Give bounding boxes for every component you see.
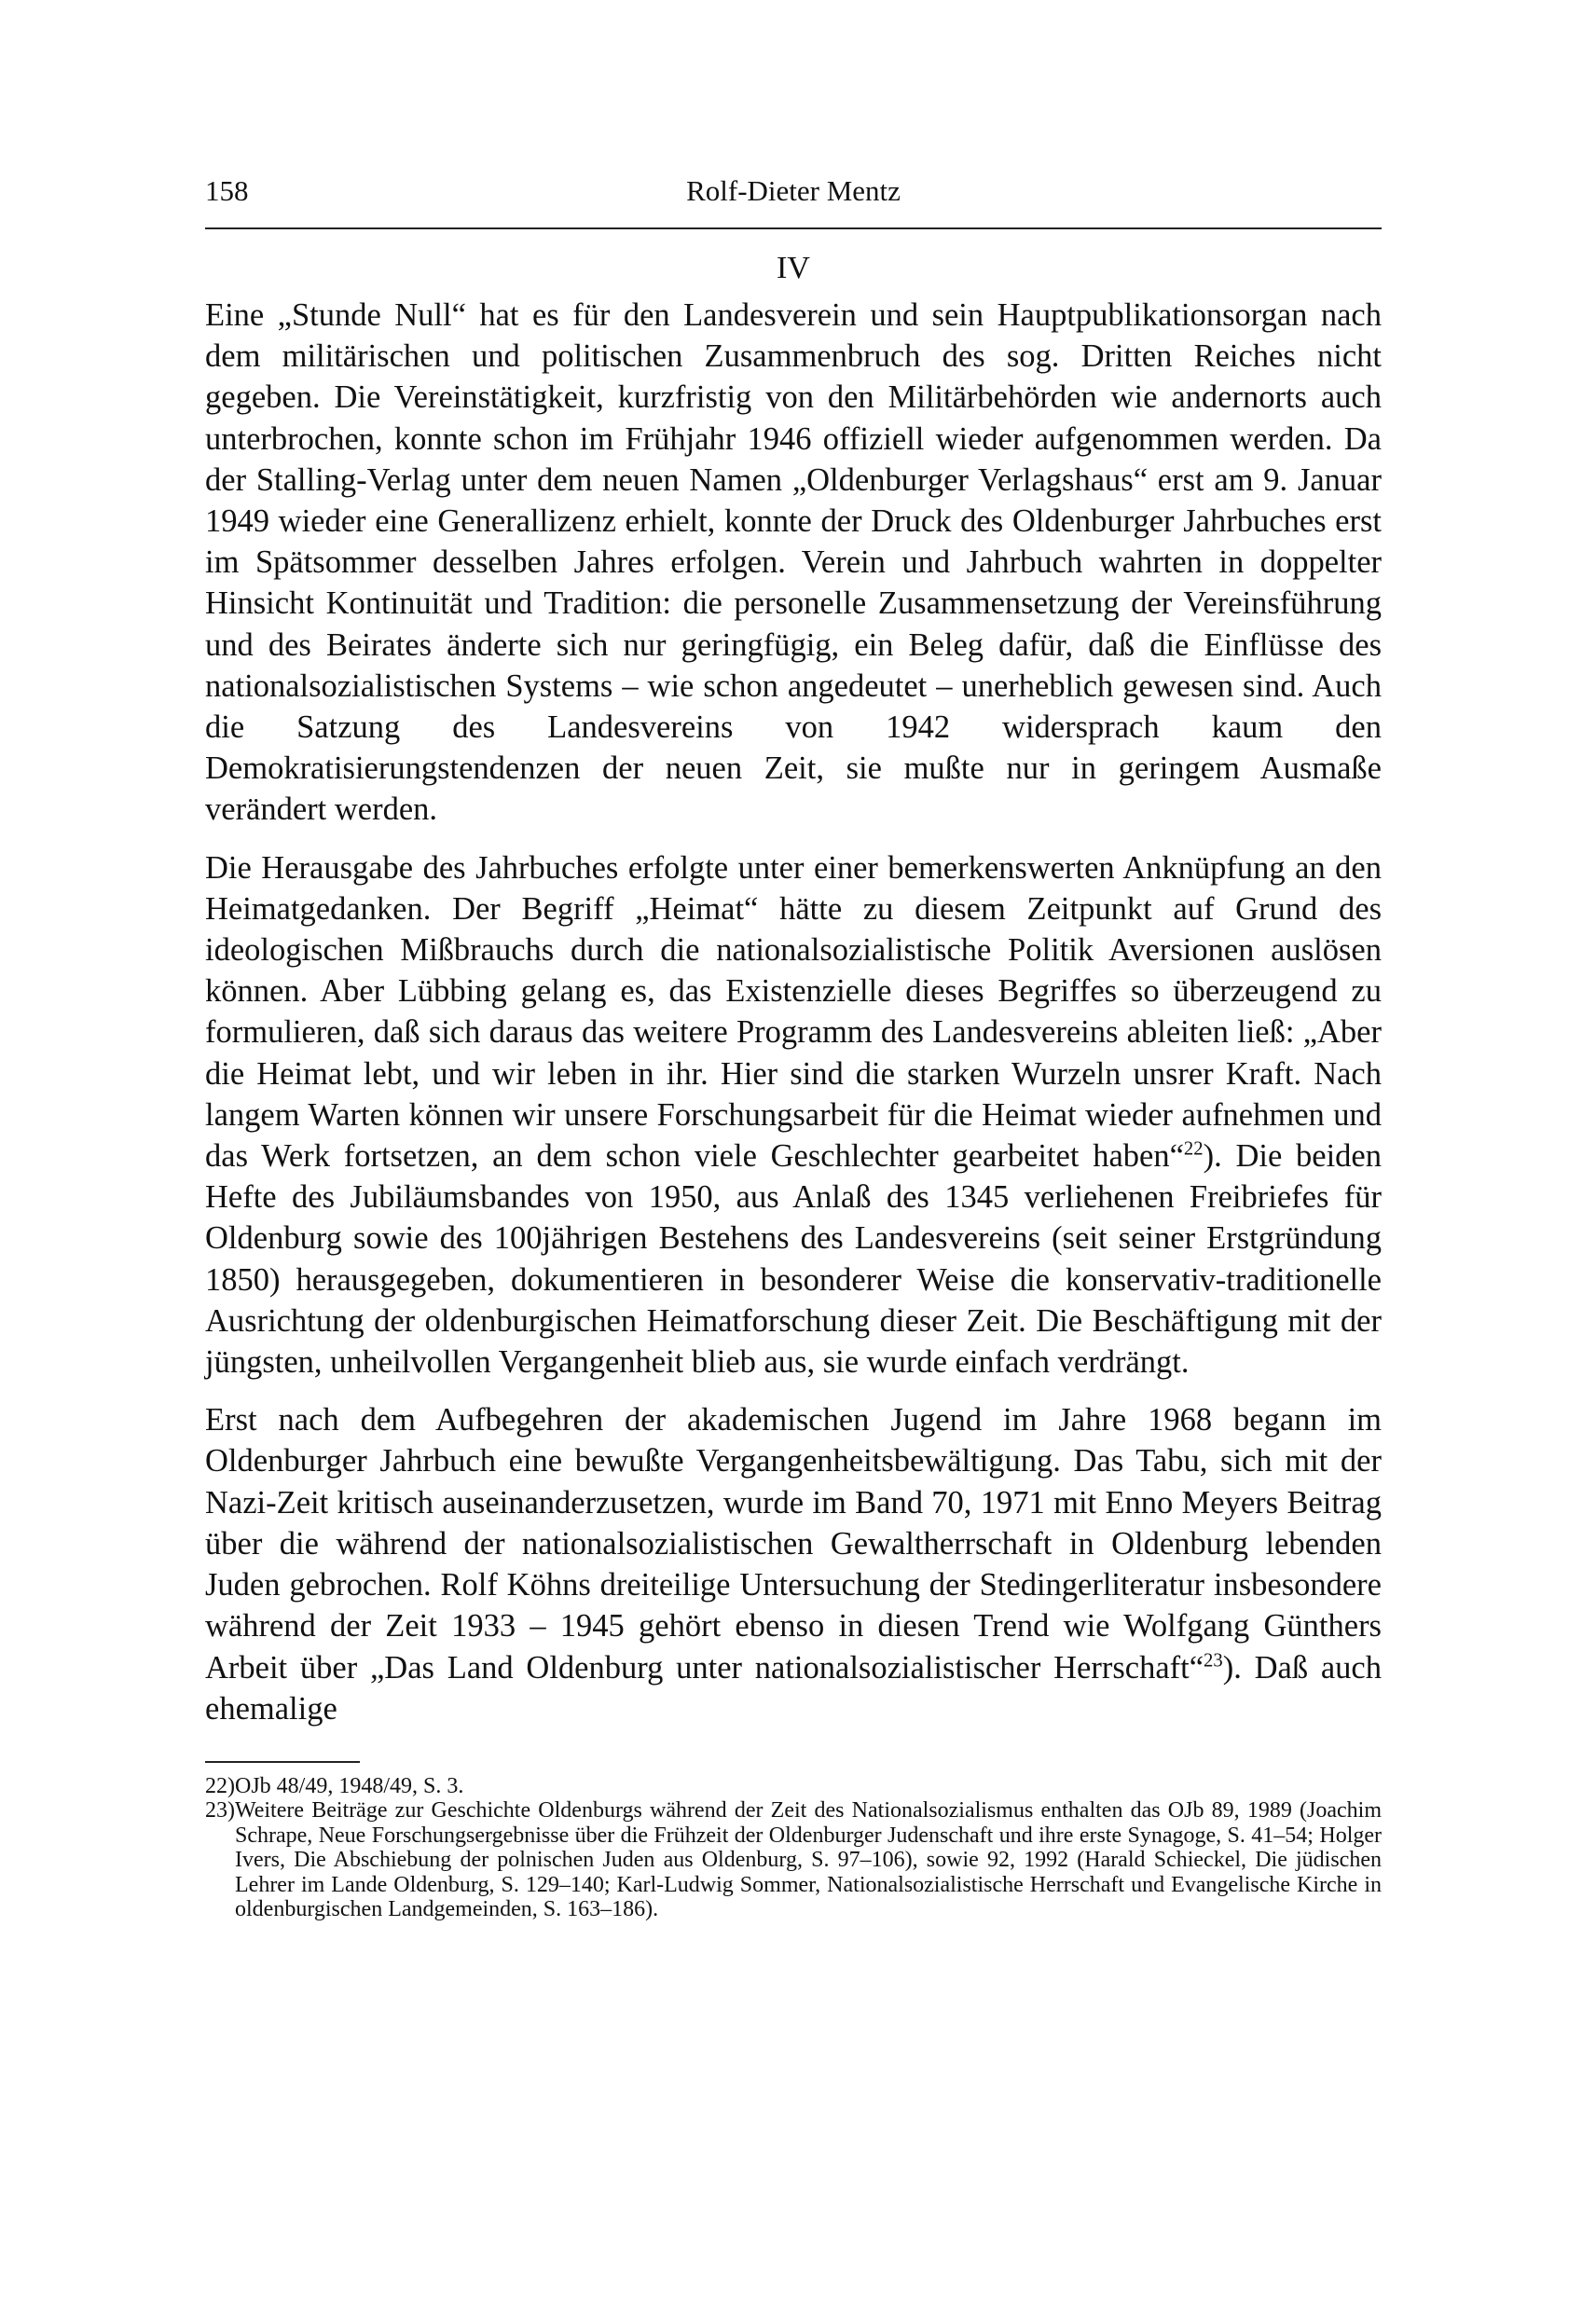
body-text [205,295,1382,1729]
footnote-number: 22) [205,1773,235,1798]
footnote-text: OJb 48/49, 1948/49, S. 3. [235,1773,464,1798]
footnote-number: 23) [205,1798,235,1823]
running-header [205,168,1382,214]
footnote-23 [205,1798,1382,1922]
document-page [205,168,1382,1922]
paragraph-3 [205,1399,1382,1729]
footnote-text: Weitere Beiträge zur Geschichte Oldenburgs während der Zeit des Nationalsozialismus enthalten das OJb 89, 1989 (Joachim Schrape, Neue Forschungsergebnisse über die Frühzeit der Oldenburger Judenschaft und ihre erste Synagoge, S. 41–54; Holger Ivers, Die Abschiebung der polnischen Juden aus Oldenburg, S. 97–106), sowie 92, 1992 (Harald Schieckel, Die jüdischen Lehrer im Lande Oldenburg, S. 129–140; Karl-Ludwig Sommer, Nationalsozialistische Herrschaft und Evangelische Kirche in oldenburgischen Landgemeinden, S. 163–186). [235,1798,1382,1922]
footnotes [205,1774,1382,1922]
paragraph-3-part-1: Erst nach dem Aufbegehren der akademischen Jugend im Jahre 1968 begann im Oldenburger Jahrbuch eine bewußte Vergangenheitsbewältigung. Das Tabu, sich mit der Nazi-Zeit kritisch auseinanderzusetzen, wurde im Band 70, 1971 mit Enno Meyers Beitrag über die während der nationalsozialistischen Gewaltherrschaft in Oldenburg lebenden Juden gebrochen. Rolf Köhns dreiteilige Untersuchung der Stedingerliteratur insbesondere während der Zeit 1933 – 1945 gehört ebenso in diesen Trend wie Wolfgang Günthers Arbeit über „Das Land Oldenburg unter nationalsozialistischer Herrschaft“ [205,1402,1382,1686]
header-rule [205,227,1382,229]
footnote-22 [205,1774,1382,1799]
paragraph-3-part-2: ). Daß auch ehemalige [205,1649,1382,1727]
footnote-ref-22[interactable]: 22 [1183,1138,1204,1160]
paragraph-2-part-2: ). Die beiden Hefte des Jubiläumsbandes von 1950, aus Anlaß des 1345 verliehenen Freibriefes für Oldenburg sowie des 100jährigen Bestehens des Landesvereins (seit seiner Erstgründung 1850) herausgegeben, dokumentieren in besonderer Weise die konservativ-traditionelle Ausrichtung der oldenburgischen Heimatforschung dieser Zeit. Die Beschäftigung mit der jüngsten, unheilvollen Vergangenheit blieb aus, sie wurde einfach verdrängt. [205,1138,1382,1381]
paragraph-2-part-1: Die Herausgabe des Jahrbuches erfolgte unter einer bemerkenswerten Anknüpfung an den Heimatgedanken. Der Begriff „Heimat“ hätte zu diesem Zeitpunkt auf Grund des ideologischen Mißbrauchs durch die nationalsozialistische Politik Aversionen auslösen können. Aber Lübbing gelang es, das Existenzielle dieses Begriffes so überzeugend zu formulieren, daß sich daraus das weitere Programm des Landesvereins ableiten ließ: „Aber die Heimat lebt, und wir leben in ihr. Hier sind die starken Wurzeln unsrer Kraft. Nach langem Warten können wir unsere Forschungsarbeit für die Heimat wieder aufnehmen und das Werk fortsetzen, an dem schon viele Geschlechter gearbeitet haben“ [205,849,1382,1175]
paragraph-2 [205,847,1382,1383]
paragraph-1: Eine „Stunde Null“ hat es für den Landesverein und sein Hauptpublikationsorgan nach dem militärischen und politischen Zusammenbruch des sog. Dritten Reiches nicht gegeben. Die Vereinstätigkeit, kurzfristig von den Militärbehörden wie andernorts auch unterbrochen, konnte schon im Frühjahr 1946 offiziell wieder aufgenommen werden. Da der Stalling-Verlag unter dem neuen Namen „Oldenburger Verlagshaus“ erst am 9. Januar 1949 wieder eine Generallizenz erhielt, konnte der Druck des Oldenburger Jahrbuches erst im Spätsommer desselben Jahres erfolgen. Verein und Jahrbuch wahrten in doppelter Hinsicht Kontinuität und Tradition: die personelle Zusammensetzung der Vereinsführung und des Beirates änderte sich nur geringfügig, ein Beleg dafür, daß die Einflüsse des nationalsozialistischen Systems – wie schon angedeutet – unerheblich gewesen sind. Auch die Satzung des Landesvereins von 1942 widersprach kaum den Demokratisierungstendenzen der neuen Zeit, sie mußte nur in geringem Ausmaße verändert werden. [205,297,1382,828]
footnote-ref-23[interactable]: 23 [1204,1650,1223,1671]
running-title: Rolf-Dieter Mentz [686,174,901,207]
footnote-rule [205,1761,360,1763]
page-number: 158 [205,174,249,207]
section-heading: IV [777,251,810,285]
